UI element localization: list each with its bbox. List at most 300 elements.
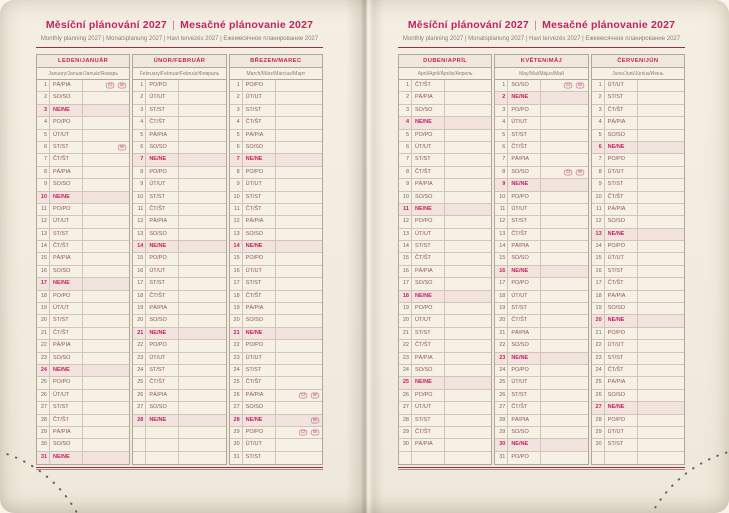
day-number: 1 — [133, 80, 146, 91]
day-abbrev: ST/ST — [412, 241, 445, 252]
month-columns-left — [36, 54, 323, 465]
day-abbrev: PÁ/PIA — [508, 415, 541, 426]
day-number: 2 — [37, 92, 50, 103]
day-row — [495, 142, 587, 154]
notes-cell — [83, 229, 129, 240]
notes-cell — [179, 452, 225, 464]
day-number: 8 — [399, 167, 412, 178]
day-abbrev: NE/NE — [50, 452, 83, 464]
day-abbrev: PÁ/PIA — [508, 154, 541, 165]
notes-cell — [541, 291, 587, 302]
day-row — [399, 204, 491, 216]
day-abbrev: PO/PO — [412, 216, 445, 227]
day-row — [37, 154, 129, 166]
day-number: 16 — [133, 266, 146, 277]
day-abbrev: PÁ/PIA — [243, 216, 276, 227]
day-row — [133, 167, 225, 179]
day-abbrev: ÚT/UT — [243, 353, 276, 364]
day-number — [592, 452, 605, 464]
month-grid — [399, 80, 491, 464]
day-number: 14 — [399, 241, 412, 252]
month-name: KVĚTEN/MÁJ — [495, 55, 587, 68]
day-abbrev: ÚT/UT — [243, 92, 276, 103]
day-number: 9 — [592, 179, 605, 190]
notes-cell — [638, 204, 684, 215]
notes-cell — [541, 402, 587, 413]
notes-cell — [83, 402, 129, 413]
day-abbrev: ST/ST — [605, 92, 638, 103]
day-number: 26 — [230, 390, 243, 401]
day-number: 13 — [133, 229, 146, 240]
day-row — [399, 253, 491, 265]
notes-cell — [541, 427, 587, 438]
day-row — [230, 340, 322, 352]
day-number: 18 — [230, 291, 243, 302]
day-number: 29 — [37, 427, 50, 438]
notes-cell — [276, 452, 322, 464]
day-abbrev: ÚT/UT — [146, 92, 179, 103]
day-number: 8 — [495, 167, 508, 178]
day-abbrev: SO/SO — [50, 92, 83, 103]
notes-cell — [83, 328, 129, 339]
month-name: LEDEN/JANUÁR — [37, 55, 129, 68]
day-abbrev: SO/SO — [508, 427, 541, 438]
day-row — [37, 390, 129, 402]
month-column — [591, 54, 685, 465]
day-row — [230, 278, 322, 290]
holiday-badge-sk: SK — [310, 417, 319, 423]
notes-cell — [445, 415, 491, 426]
day-number: 29 — [592, 427, 605, 438]
day-number: 6 — [133, 142, 146, 153]
day-abbrev: ST/ST — [605, 439, 638, 450]
day-number: 2 — [592, 92, 605, 103]
day-row — [495, 377, 587, 389]
day-number: 28 — [592, 415, 605, 426]
day-number: 16 — [592, 266, 605, 277]
notes-cell — [179, 167, 225, 178]
day-number: 4 — [399, 117, 412, 128]
notes-cell — [541, 253, 587, 264]
day-number: 13 — [399, 229, 412, 240]
holiday-badge-cz: CZ — [564, 83, 573, 89]
day-number: 12 — [592, 216, 605, 227]
notes-cell — [638, 340, 684, 351]
day-abbrev: ČT/ŠT — [243, 291, 276, 302]
day-number: 5 — [592, 130, 605, 141]
notes-cell — [83, 253, 129, 264]
day-number: 10 — [495, 192, 508, 203]
day-number: 10 — [592, 192, 605, 203]
day-row — [399, 315, 491, 327]
day-row — [495, 328, 587, 340]
day-abbrev: ÚT/UT — [508, 291, 541, 302]
notes-cell — [276, 340, 322, 351]
day-number: 17 — [230, 278, 243, 289]
notes-cell — [638, 130, 684, 141]
notes-cell — [445, 167, 491, 178]
notes-cell — [83, 365, 129, 376]
notes-cell — [179, 117, 225, 128]
day-row — [133, 105, 225, 117]
notes-cell — [445, 117, 491, 128]
day-number: 22 — [399, 340, 412, 351]
day-row — [399, 353, 491, 365]
day-number: 6 — [495, 142, 508, 153]
notes-cell — [541, 80, 587, 91]
day-abbrev: ÚT/UT — [412, 229, 445, 240]
day-number: 14 — [230, 241, 243, 252]
day-abbrev: SO/SO — [243, 402, 276, 413]
notes-cell — [276, 167, 322, 178]
day-number: 3 — [37, 105, 50, 116]
day-row — [495, 92, 587, 104]
day-number: 6 — [399, 142, 412, 153]
day-row — [495, 192, 587, 204]
day-row — [37, 105, 129, 117]
day-abbrev: ST/ST — [50, 229, 83, 240]
notes-cell — [541, 377, 587, 388]
day-abbrev: ST/ST — [412, 328, 445, 339]
title-slovak: Mesačné plánovanie 2027 — [542, 19, 676, 31]
day-row — [230, 105, 322, 117]
notes-cell — [445, 439, 491, 450]
day-abbrev: PÁ/PIA — [146, 390, 179, 401]
day-number: 17 — [37, 278, 50, 289]
day-number: 21 — [399, 328, 412, 339]
day-abbrev: ČT/ŠT — [412, 340, 445, 351]
day-abbrev: PÁ/PIA — [146, 130, 179, 141]
day-abbrev: PO/PO — [146, 167, 179, 178]
notes-cell — [445, 353, 491, 364]
day-number: 6 — [592, 142, 605, 153]
day-abbrev: SO/SO — [146, 402, 179, 413]
day-abbrev: ČT/ŠT — [243, 377, 276, 388]
notes-cell — [638, 278, 684, 289]
month-languages: May/Mai/Május/Май — [495, 68, 587, 80]
day-abbrev: SO/SO — [412, 278, 445, 289]
notes-cell — [638, 353, 684, 364]
day-number: 10 — [133, 192, 146, 203]
notes-cell — [541, 117, 587, 128]
day-row — [495, 253, 587, 265]
day-row — [399, 377, 491, 389]
day-abbrev: ÚT/UT — [146, 353, 179, 364]
day-row — [399, 241, 491, 253]
day-number: 4 — [230, 117, 243, 128]
day-number: 12 — [230, 216, 243, 227]
notes-cell — [541, 229, 587, 240]
day-number: 26 — [133, 390, 146, 401]
day-row — [133, 353, 225, 365]
notes-cell — [276, 402, 322, 413]
day-row — [230, 204, 322, 216]
day-abbrev: ST/ST — [508, 390, 541, 401]
notes-cell — [83, 291, 129, 302]
notes-cell — [541, 340, 587, 351]
notes-cell — [638, 216, 684, 227]
day-abbrev: ÚT/UT — [50, 390, 83, 401]
day-row — [399, 117, 491, 129]
day-number: 16 — [495, 266, 508, 277]
day-row — [399, 278, 491, 290]
day-number: 5 — [495, 130, 508, 141]
notes-cell — [638, 390, 684, 401]
day-number: 25 — [37, 377, 50, 388]
notes-cell — [276, 266, 322, 277]
day-number: 18 — [399, 291, 412, 302]
day-number: 22 — [230, 340, 243, 351]
day-abbrev: PO/PO — [412, 390, 445, 401]
day-row — [399, 291, 491, 303]
day-abbrev: ČT/ŠT — [508, 315, 541, 326]
day-number: 2 — [133, 92, 146, 103]
day-row — [133, 130, 225, 142]
page-subtitle: Monthly planning 2027 | Monatsplanung 2027 | Havi tervezés 2027 | Ежемесячное планирование 2027 — [402, 36, 681, 42]
notes-cell — [541, 204, 587, 215]
day-row — [495, 315, 587, 327]
day-number: 20 — [592, 315, 605, 326]
day-abbrev: PÁ/PIA — [412, 179, 445, 190]
month-name: DUBEN/APRÍL — [399, 55, 491, 68]
day-abbrev: ČT/ŠT — [50, 328, 83, 339]
day-abbrev: ST/ST — [50, 315, 83, 326]
day-number: 24 — [133, 365, 146, 376]
day-abbrev: SO/SO — [412, 192, 445, 203]
notes-cell — [276, 353, 322, 364]
notes-cell — [638, 291, 684, 302]
notes-cell — [179, 402, 225, 413]
notes-cell — [638, 266, 684, 277]
day-abbrev: PO/PO — [50, 204, 83, 215]
day-number: 21 — [230, 328, 243, 339]
day-number: 5 — [133, 130, 146, 141]
day-row — [230, 427, 322, 439]
notes-cell — [541, 241, 587, 252]
day-number: 14 — [37, 241, 50, 252]
day-number — [133, 427, 146, 438]
day-abbrev: NE/NE — [50, 278, 83, 289]
notes-cell — [83, 303, 129, 314]
notes-cell — [638, 303, 684, 314]
holiday-badge-cz: CZ — [564, 170, 573, 176]
notes-cell — [638, 377, 684, 388]
notes-cell — [541, 92, 587, 103]
month-languages: June/Juni/Június/Июнь — [592, 68, 684, 80]
day-row — [399, 105, 491, 117]
day-abbrev: ÚT/UT — [243, 439, 276, 450]
day-abbrev: ČT/ŠT — [146, 377, 179, 388]
day-row — [133, 142, 225, 154]
day-number: 2 — [230, 92, 243, 103]
notes-cell — [445, 179, 491, 190]
day-number: 30 — [399, 439, 412, 450]
day-row — [495, 167, 587, 179]
day-abbrev: ST/ST — [243, 105, 276, 116]
day-abbrev: SO/SO — [146, 142, 179, 153]
day-number: 29 — [399, 427, 412, 438]
day-abbrev: ÚT/UT — [243, 266, 276, 277]
day-row — [592, 328, 684, 340]
day-row — [133, 328, 225, 340]
day-number: 4 — [133, 117, 146, 128]
notes-cell — [83, 154, 129, 165]
day-abbrev — [146, 427, 179, 438]
day-row — [399, 402, 491, 414]
day-abbrev: PO/PO — [243, 340, 276, 351]
day-number: 11 — [37, 204, 50, 215]
day-number: 31 — [230, 452, 243, 464]
notes-cell — [541, 315, 587, 326]
day-abbrev: NE/NE — [508, 179, 541, 190]
notes-cell — [638, 315, 684, 326]
notes-cell — [638, 229, 684, 240]
day-number: 22 — [495, 340, 508, 351]
day-abbrev: SO/SO — [412, 105, 445, 116]
day-row — [592, 377, 684, 389]
day-abbrev: ST/ST — [50, 402, 83, 413]
notes-cell — [445, 80, 491, 91]
month-column — [132, 54, 226, 465]
day-row — [133, 377, 225, 389]
day-abbrev: PO/PO — [243, 167, 276, 178]
notes-cell — [179, 415, 225, 426]
notes-cell — [445, 154, 491, 165]
day-number: 1 — [230, 80, 243, 91]
day-number: 21 — [133, 328, 146, 339]
notes-cell — [445, 365, 491, 376]
left-page — [0, 0, 364, 513]
day-number: 12 — [133, 216, 146, 227]
day-number: 15 — [592, 253, 605, 264]
day-row — [592, 253, 684, 265]
day-number: 29 — [230, 427, 243, 438]
page-subtitle: Monthly planning 2027 | Monatsplanung 2027 | Havi tervezés 2027 | Ежемесячное планирование 2027 — [40, 36, 319, 42]
day-row — [399, 192, 491, 204]
notes-cell — [445, 278, 491, 289]
day-row — [133, 179, 225, 191]
notes-cell — [445, 92, 491, 103]
day-row — [230, 80, 322, 92]
notes-cell — [276, 130, 322, 141]
day-row — [133, 117, 225, 129]
day-abbrev: ČT/ŠT — [50, 415, 83, 426]
holiday-badge-sk: SK — [118, 145, 127, 151]
day-number: 23 — [592, 353, 605, 364]
day-abbrev: PÁ/PIA — [243, 303, 276, 314]
notes-cell — [445, 303, 491, 314]
day-row — [495, 427, 587, 439]
notes-cell — [445, 315, 491, 326]
day-number: 31 — [37, 452, 50, 464]
day-abbrev: NE/NE — [243, 154, 276, 165]
day-number: 23 — [230, 353, 243, 364]
day-row — [133, 229, 225, 241]
day-abbrev: ČT/ŠT — [146, 291, 179, 302]
holiday-badge-sk: SK — [310, 393, 319, 399]
title-czech: Měsíční plánování 2027 — [45, 19, 167, 31]
day-abbrev: PO/PO — [243, 253, 276, 264]
day-number: 24 — [495, 365, 508, 376]
day-abbrev: SO/SO — [412, 365, 445, 376]
day-abbrev: NE/NE — [146, 415, 179, 426]
day-abbrev: PO/PO — [605, 415, 638, 426]
notes-cell — [445, 105, 491, 116]
day-abbrev: PÁ/PIA — [508, 241, 541, 252]
day-number: 22 — [592, 340, 605, 351]
notes-cell — [83, 192, 129, 203]
day-row — [230, 216, 322, 228]
day-abbrev: PÁ/PIA — [412, 439, 445, 450]
day-row — [133, 192, 225, 204]
day-row — [37, 427, 129, 439]
notes-cell — [179, 130, 225, 141]
day-row — [230, 192, 322, 204]
day-number: 26 — [399, 390, 412, 401]
day-abbrev: PÁ/PIA — [508, 328, 541, 339]
day-row — [230, 154, 322, 166]
day-row — [37, 365, 129, 377]
day-row — [592, 365, 684, 377]
notes-cell — [541, 105, 587, 116]
day-number: 15 — [230, 253, 243, 264]
day-abbrev: SO/SO — [605, 216, 638, 227]
notes-cell — [445, 142, 491, 153]
day-abbrev: ST/ST — [508, 130, 541, 141]
day-abbrev: PÁ/PIA — [146, 303, 179, 314]
notes-cell — [541, 167, 587, 178]
day-abbrev: NE/NE — [412, 291, 445, 302]
notes-cell — [541, 452, 587, 464]
notes-cell — [83, 278, 129, 289]
day-number: 21 — [37, 328, 50, 339]
day-row — [133, 415, 225, 427]
day-row — [495, 278, 587, 290]
day-row — [592, 216, 684, 228]
day-number: 4 — [495, 117, 508, 128]
right-page — [365, 0, 729, 513]
notes-cell — [541, 179, 587, 190]
day-abbrev: PO/PO — [508, 365, 541, 376]
day-abbrev: PÁ/PIA — [605, 204, 638, 215]
notes-cell — [276, 80, 322, 91]
holiday-badge-sk: SK — [310, 430, 319, 436]
day-row — [37, 253, 129, 265]
day-number: 27 — [133, 402, 146, 413]
day-abbrev: PO/PO — [412, 130, 445, 141]
month-languages: January/Januar/Január/Январь — [37, 68, 129, 80]
day-row — [495, 402, 587, 414]
notes-cell — [276, 377, 322, 388]
day-row — [37, 402, 129, 414]
notes-cell — [638, 117, 684, 128]
day-abbrev: ČT/ŠT — [508, 142, 541, 153]
day-number: 4 — [592, 117, 605, 128]
day-abbrev: PÁ/PIA — [605, 117, 638, 128]
day-abbrev: SO/SO — [243, 229, 276, 240]
day-row — [133, 452, 225, 464]
day-abbrev: PÁ/PIA — [50, 80, 83, 91]
day-row — [399, 216, 491, 228]
notes-cell — [179, 192, 225, 203]
day-abbrev: ČT/ŠT — [243, 117, 276, 128]
day-abbrev: ÚT/UT — [605, 340, 638, 351]
day-number: 12 — [37, 216, 50, 227]
notes-cell — [179, 340, 225, 351]
day-abbrev: ST/ST — [243, 365, 276, 376]
notes-cell — [638, 328, 684, 339]
day-number: 6 — [230, 142, 243, 153]
